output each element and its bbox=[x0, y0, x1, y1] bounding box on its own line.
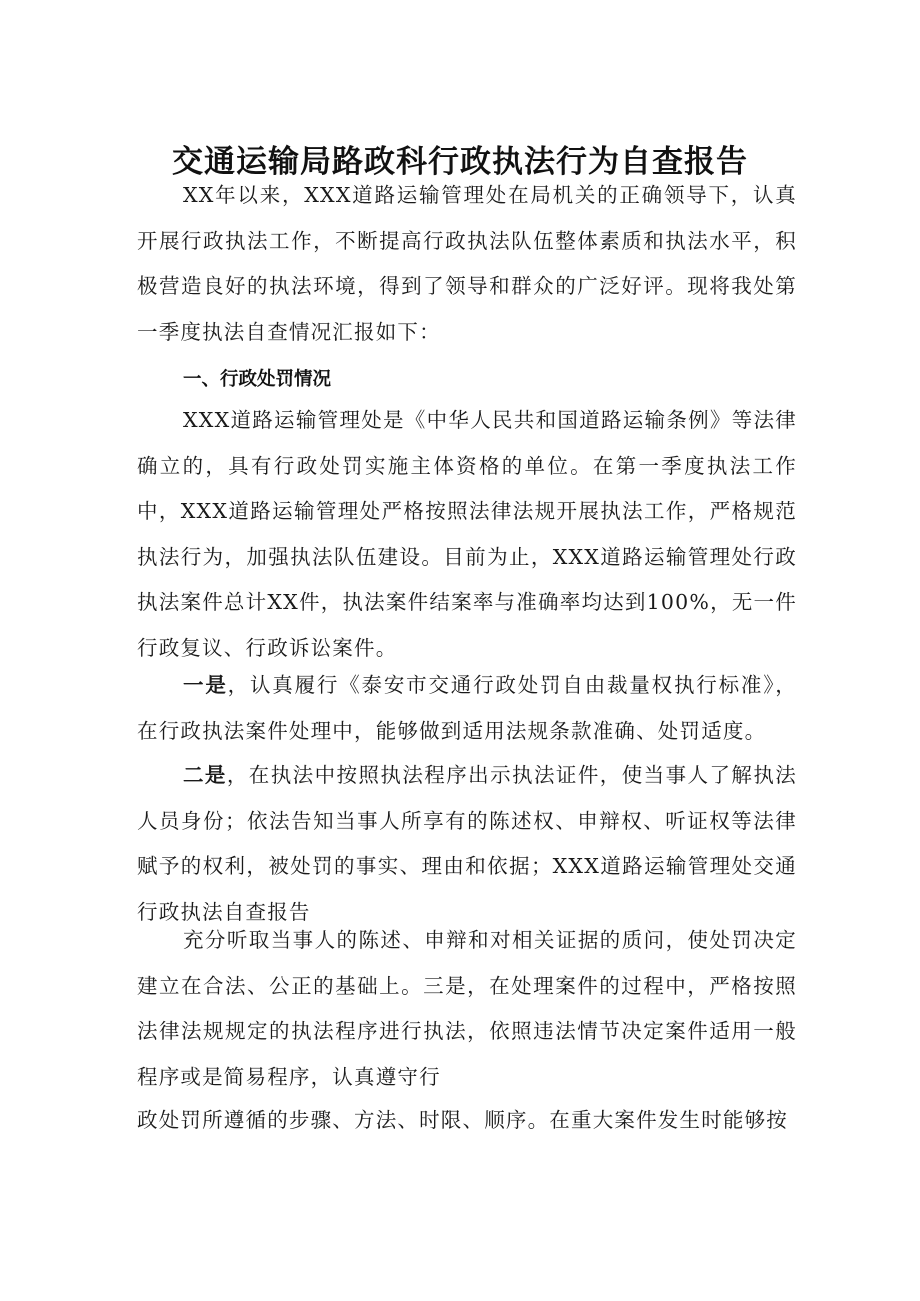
item-one-paragraph bbox=[137, 663, 797, 754]
document-title: 交通运输局路政科行政执法行为自查报告 bbox=[172, 143, 748, 180]
item-two-label: 二是 bbox=[183, 763, 227, 787]
item-two-text: ，在执法中按照执法程序出示执法证件，使当事人了解执法人员身份；依法告知当事人所享有的陈述权、申辩权、听证权等法律赋予的权利，被处罚的事实、理由和依据；XXX道路运输管理处交通行政执法自查报告 bbox=[137, 763, 797, 924]
item-two-paragraph bbox=[137, 753, 797, 935]
intro-paragraph: XX年以来，XXX道路运输管理处在局机关的正确领导下，认真开展行政执法工作，不断提高行政执法队伍整体素质和执法水平，积极营造良好的执法环境，得到了领导和群众的广泛好评。现将我处第一季度执法自查情况汇报如下： bbox=[137, 183, 797, 344]
section-paragraph: XXX道路运输管理处是《中华人民共和国道路运输条例》等法律确立的，具有行政处罚实施主体资格的单位。在第一季度执法工作中，XXX道路运输管理处严格按照法律法规开展执法工作，严格规范执法行为，加强执法队伍建设。目前为止，XXX道路运输管理处行政执法案件总计XX件，执法案件结案率与准确率均达到100%，无一件行政复议、行政诉讼案件。 bbox=[137, 408, 797, 660]
last-paragraph: 政处罚所遵循的步骤、方法、时限、顺序。在重大案件发生时能够按 bbox=[137, 1108, 788, 1132]
hearing-paragraph: 充分听取当事人的陈述、申辩和对相关证据的质问，使处罚决定建立在合法、公正的基础上。三是，在处理案件的过程中，严格按照法律法规规定的执法程序进行执法，依照违法情节决定案件适用一般程序或是简易程序，认真遵守行 bbox=[137, 928, 797, 1089]
section-heading: 一、行政处罚情况 bbox=[183, 369, 332, 390]
item-one-text: ，认真履行《泰安市交通行政处罚自由裁量权执行标准》，在行政执法案件处理中，能够做到适用法规条款准确、处罚适度。 bbox=[137, 673, 797, 743]
item-one-label: 一是 bbox=[183, 673, 228, 697]
